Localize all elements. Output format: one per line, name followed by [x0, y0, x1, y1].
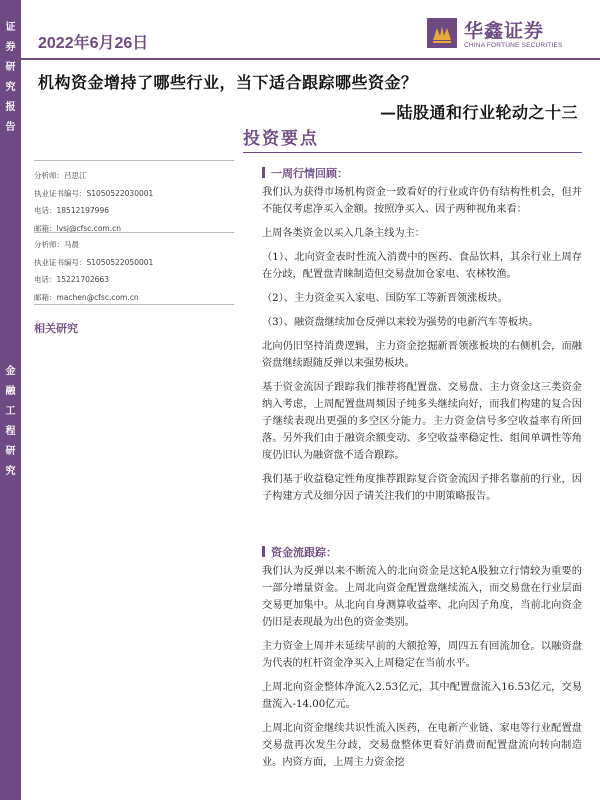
- sidebar-char: 金: [5, 366, 16, 377]
- analyst-cert: 执业证书编号：S1050522030001: [34, 188, 154, 198]
- header-divider: [21, 58, 600, 60]
- sidebar-char: 究: [5, 466, 16, 477]
- paragraph: （1）、北向资金表时性流入消费中的医药、食品饮料，其余行业上周存在分歧，配置盘青睐制造但交易盘加仓家电、农林牧渔。: [262, 252, 582, 280]
- paragraph: 上周各类资金以买入几条主线为主：: [262, 228, 425, 239]
- analyst-divider: [34, 232, 234, 233]
- sidebar-char: 证: [5, 22, 16, 33]
- report-date: 2022年6月26日: [38, 35, 149, 52]
- sidebar-char: 报: [5, 102, 16, 113]
- brand-logo-icon: [427, 18, 457, 48]
- sidebar-char: 研: [5, 446, 16, 457]
- paragraph: （3）、融资盘继续加仓反弹以来较为强势的电新汽车等板块。: [262, 317, 539, 328]
- weekly-review-heading: 一周行情回顾：: [262, 165, 348, 181]
- paragraph: 北向仍旧坚持消费逻辑，主力资金挖掘新晋领涨板块的右侧机会，而融资盘继续跟随反弹以来强势板块。: [262, 341, 582, 369]
- left-sidebar-band: [0, 0, 21, 800]
- paragraph: 我们基于收益稳定性角度推荐跟踪复合资金流因子排名靠前的行业，因子构建方式及细分因子请关注我们的中期策略报告。: [262, 474, 582, 502]
- analyst-email[interactable]: 邮箱：machen@cfsc.com.cn: [34, 292, 139, 302]
- analyst-card: [34, 167, 234, 237]
- paragraph: 上周北向资金整体净流入2.53亿元，其中配置盘流入16.53亿元，交易盘流入-14.00亿元。: [262, 682, 582, 710]
- paragraph: 主力资金上周并未延续早前的大额抢筹，周四五有回流加仓。以融资盘为代表的杠杆资金净买入上周稳定在当前水平。: [262, 641, 582, 669]
- analyst-email[interactable]: 邮箱：lvsj@cfsc.com.cn: [34, 223, 121, 233]
- report-subtitle: —陆股通和行业轮动之十三: [379, 103, 578, 122]
- analyst-divider: [34, 160, 234, 161]
- sidebar-char: 工: [5, 406, 16, 417]
- analyst-name: 分析师：马晨: [34, 240, 79, 249]
- weekly-review-body: [262, 184, 582, 512]
- fund-tracking-heading: 资金流跟踪：: [262, 544, 337, 560]
- analyst-name: 分析师：吕思江: [34, 171, 87, 180]
- sidebar-char: 融: [5, 386, 16, 397]
- sidebar-char: 告: [5, 122, 16, 133]
- sidebar-char: 究: [5, 82, 16, 93]
- fund-tracking-body: [262, 563, 582, 778]
- sidebar-char: 券: [5, 42, 16, 53]
- related-research-heading: 相关研究: [34, 322, 78, 335]
- section-title: 投资要点: [243, 129, 319, 149]
- paragraph: 我们认为获得市场机构资金一致看好的行业或许仍有结构性机会，但并不能仅考虑净买入金额。按照净买入、因子两种视角来看：: [262, 187, 582, 215]
- brand-name-en: CHINA FORTUNE SECURITIES: [464, 42, 563, 49]
- analyst-divider: [34, 304, 234, 305]
- analyst-phone: 电话：15221702663: [34, 275, 109, 284]
- analyst-phone: 电话：18512197996: [34, 206, 109, 215]
- paragraph: 我们认为反弹以来不断流入的北向资金是这轮A股独立行情较为重要的一部分增量资金。上周北向资金配置盘继续流入，而交易盘在行业层面交易更加集中。从北向自身测算收益率、北向因子角度，当前北向资金仍旧是表现最为出色的资金类别。: [262, 566, 582, 628]
- sidebar-report-type-label: [0, 18, 21, 138]
- sidebar-category-label: [0, 362, 21, 482]
- sidebar-char: 程: [5, 426, 16, 437]
- brand-name-cn: 华鑫证券: [464, 20, 545, 42]
- paragraph: 上周北向资金继续共识性流入医药，在电新产业链、家电等行业配置盘交易盘再次发生分歧，交易盘整体更看好消费而配置盘流向转向制造业。内资方面，上周主力资金挖: [262, 723, 582, 768]
- paragraph: 基于资金流因子跟踪我们推荐将配置盘、交易盘、主力资金这三类资金纳入考虑，上周配置盘周频因子纯多头继续向好，而我们构建的复合因子继续表现出更强的多空区分能力。主力资金信号多空收益率有所回落。另外我们由于融资余额变动、多空收益率稳定性、组间单调性等角度仍旧认为融资盘不适合跟踪。: [262, 382, 582, 461]
- analyst-cert: 执业证书编号：S1050522050001: [34, 257, 154, 267]
- paragraph: （2）、主力资金买入家电、国防军工等新晋领涨板块。: [262, 293, 508, 304]
- sidebar-char: 研: [5, 62, 16, 73]
- section-divider: [243, 152, 582, 153]
- report-title: 机构资金增持了哪些行业，当下适合跟踪哪些资金？: [38, 73, 418, 92]
- analyst-card: [34, 236, 234, 306]
